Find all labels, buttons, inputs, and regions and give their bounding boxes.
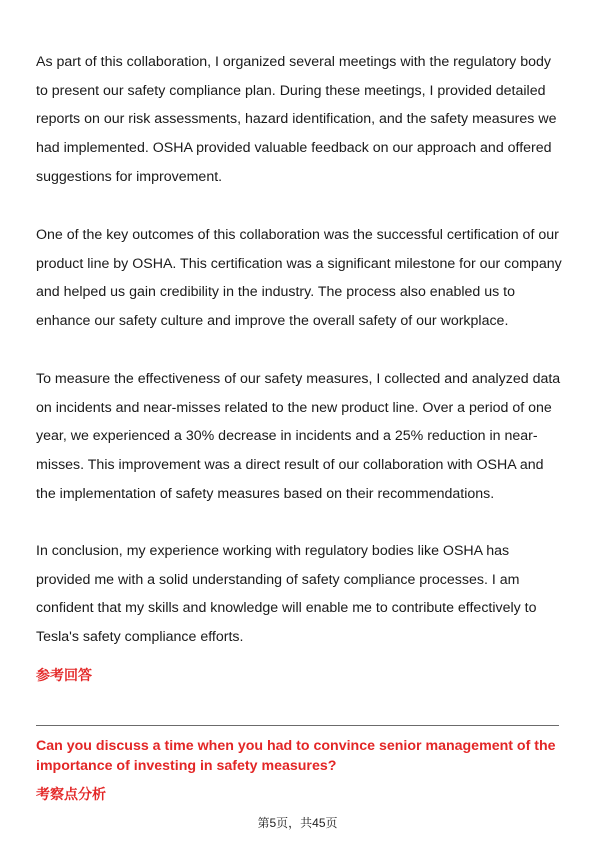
reference-answer-label: 参考回答 — [36, 667, 92, 683]
body-paragraph-4: In conclusion, my experience working with regulatory bodies like OSHA has provided me with a solid understanding of safety compliance processes. I am confident that my skills and knowledge will enable me to contribute effectively to Tesla's safety compliance efforts. — [36, 543, 537, 646]
section-divider — [36, 725, 559, 726]
page-number-footer: 第5页，共45页 — [257, 816, 338, 830]
body-paragraph-2: One of the key outcomes of this collaboration was the successful certification of our product line by OSHA. This certification was a significant milestone for our company and helped us gain credibility in the industry. The process also enabled us to enhance our safety culture and improve the overall safety of our workplace. — [36, 227, 562, 330]
body-paragraph-3: To measure the effectiveness of our safety measures, I collected and analyzed data on incidents and near-misses related to the new product line. Over a period of one year, we experienced a 30% decrease in incidents and a 25% reduction in near-misses. This improvement was a direct result of our collaboration with OSHA and the implementation of safety measures based on their recommendations. — [36, 371, 561, 502]
analysis-label: 考察点分析 — [36, 786, 106, 802]
body-paragraph-1: As part of this collaboration, I organized several meetings with the regulatory body to present our safety compliance plan. During these meetings, I provided detailed reports on our risk assessments, hazard identification, and the safety measures we had implemented. OSHA provided valuable feedback on our approach and offered suggestions for improvement. — [36, 54, 557, 185]
question-heading: Can you discuss a time when you had to convince senior management of the importance of investing in safety measures? — [36, 738, 556, 774]
